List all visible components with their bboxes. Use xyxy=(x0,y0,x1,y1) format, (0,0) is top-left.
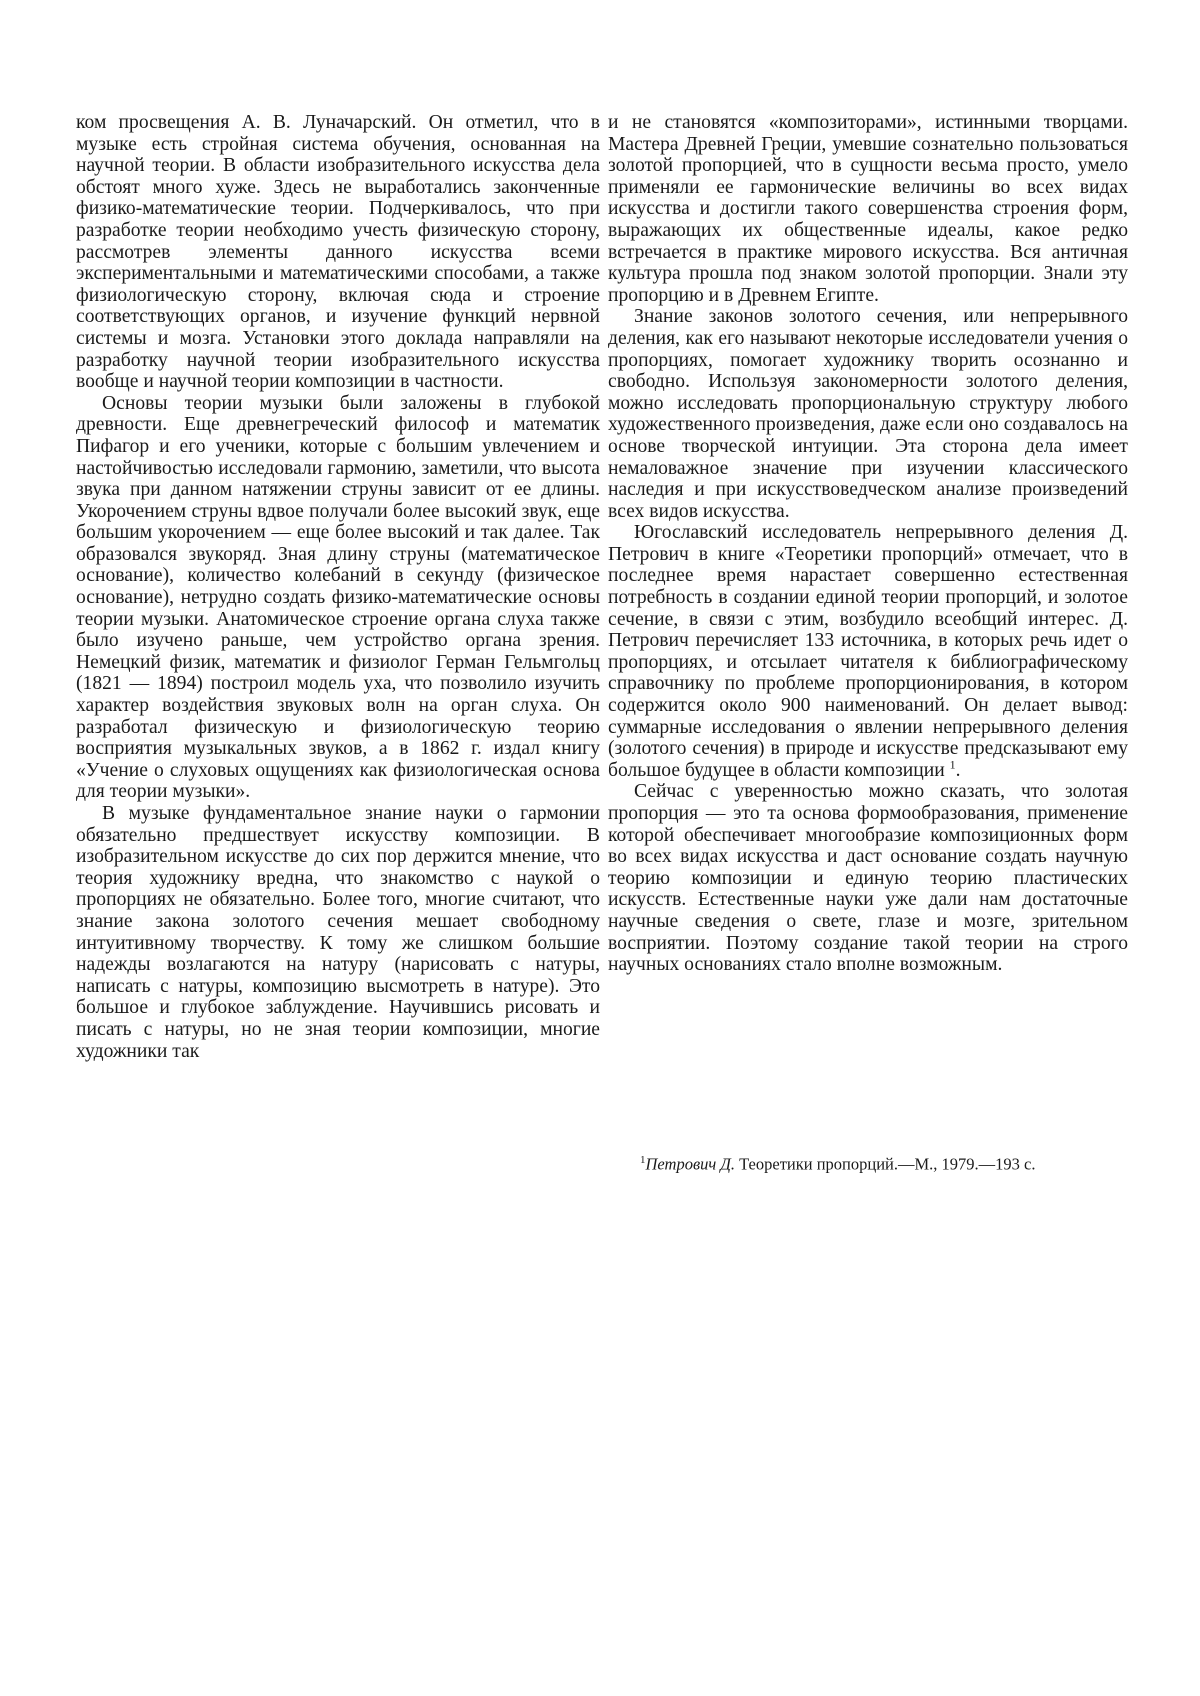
left-column xyxy=(76,112,600,1062)
footnote-author: Петрович Д. xyxy=(645,1154,735,1174)
footnote xyxy=(640,1150,1140,1175)
footnote-text: Теоретики пропорций.—М., 1979.—193 с. xyxy=(739,1154,1036,1174)
paragraph: Основы теории музыки были заложены в глубокой древности. Еще древнегреческий философ и математик Пифагор и его ученики, которые с большим увлечением и настойчивостью исследовали гармонию, заметили, что высота звука при данном натяжении струны зависит от ее длины. Укорочением струны вдвое получали более высокий звук, еще большим укорочением — еще более высокий и так далее. Так образовался звукоряд. Зная длину струны (математическое основание), количество колебаний в секунду (физическое основание), нетрудно создать физико-математические основы теории музыки. Анатомическое строение органа слуха также было изучено раньше, чем устройство органа зрения. Немецкий физик, математик и физиолог Герман Гельмгольц (1821 — 1894) построил модель уха, что позволило изучить характер воздействия звуковых волн на орган слуха. Он разработал физическую и физиологическую теорию восприятия музыкальных звуков, а в 1862 г. издал книгу «Учение о слуховых ощущениях как физиологическая основа для теории музыки». xyxy=(76,392,600,803)
footnote-reference: 1 xyxy=(949,757,956,772)
paragraph-text: Югославский исследователь непрерывного деления Д. Петрович в книге «Теоретики пропорций» отмечает, что в последнее время нарастает совершенно естественная потребность в создании единой теории пропорций, и золотое сечение, в связи с этим, возбудило всеобщий интерес. Д. Петрович перечисляет 133 источника, в которых речь идет о пропорциях, и отсылает читателя к библиографическому справочнику по проблеме пропорционирования, в котором содержится около 900 наименований. Он делает вывод: суммарные исследования о явлении непрерывного деления (золотого сечения) в природе и искусстве предсказывают ему большое будущее в области композиции xyxy=(608,522,1128,781)
paragraph: Сейчас с уверенностью можно сказать, что золотая пропорция — это та основа формообразования, применение которой обеспечивает многообразие композиционных форм во всех видах искусства и даст основание создать научную теорию композиции и единую теорию пластических искусств. Естественные науки уже дали нам достаточные научные сведения о свете, глазе и мозге, зрительном восприятии. Поэтому создание такой теории на строго научных основаниях стало вполне возможным. xyxy=(608,781,1128,976)
footnote-mark: 1 xyxy=(640,1154,646,1166)
paragraph: Югославский исследователь непрерывного деления Д. Петрович в книге «Теоретики пропорций» отмечает, что в последнее время нарастает совершенно естественная потребность в создании единой теории пропорций, и золотое сечение, в связи с этим, возбудило всеобщий интерес. Д. Петрович перечисляет 133 источника, в которых речь идет о пропорциях, и отсылает читателя к библиографическому справочнику по проблеме пропорционирования, в котором содержится около 900 наименований. Он делает вывод: суммарные исследования о явлении непрерывного деления (золотого сечения) в природе и искусстве предсказывают ему большое будущее в области композиции $^1$. xyxy=(608,522,1128,781)
paragraph: Знание законов золотого сечения, или непрерывного деления, как его называют некоторые исследователи учения о пропорциях, помогает художнику творить осознанно и свободно. Используя закономерности золотого деления, можно исследовать пропорциональную структуру любого художественного произведения, даже если оно создавалось на основе творческой интуиции. Эта сторона дела имеет немаловажное значение при изучении классического наследия и при искусствоведческом анализе произведений всех видов искусства. xyxy=(608,306,1128,522)
paragraph: В музыке фундаментальное знание науки о гармонии обязательно предшествует искусству композиции. В изобразительном искусстве до сих пор держится мнение, что теория художнику вредна, что знакомство с наукой о пропорциях не обязательно. Более того, многие считают, что знание закона золотого сечения мешает свободному интуитивному творчеству. К тому же слишком большие надежды возлагаются на натуру (нарисовать с натуры, написать с натуры, композицию высмотреть в натуре). Это большое и глубокое заблуждение. Научившись рисовать и писать с натуры, но не зная теории композиции, многие художники так xyxy=(76,803,600,1062)
right-column xyxy=(608,112,1128,976)
paragraph: и не становятся «композиторами», истинными творцами. Мастера Древней Греции, умевшие сознательно пользоваться золотой пропорцией, что в сущности весьма просто, умело применяли ее гармонические величины во всех видах искусства и достигли такого совершенства строения форм, выражающих их общественные идеалы, какое редко встречается в практике мирового искусства. Вся античная культура прошла под знаком золотой пропорции. Знали эту пропорцию и в Древнем Египте. xyxy=(608,112,1128,306)
paragraph: ком просвещения А. В. Луначарский. Он отметил, что в музыке есть стройная система обучения, основанная на научной теории. В области изобразительного искусства дела обстоят много хуже. Здесь не выработались законченные физико-математические теории. Подчеркивалось, что при разработке теории необходимо учесть физическую сторону, рассмотрев элементы данного искусства всеми экспериментальными и математическими способами, а также физиологическую сторону, включая сюда и строение соответствующих органов, и изучение функций нервной системы и мозга. Установки этого доклада направляли на разработку научной теории изобразительного искусства вообще и научной теории композиции в частности. xyxy=(76,112,600,393)
